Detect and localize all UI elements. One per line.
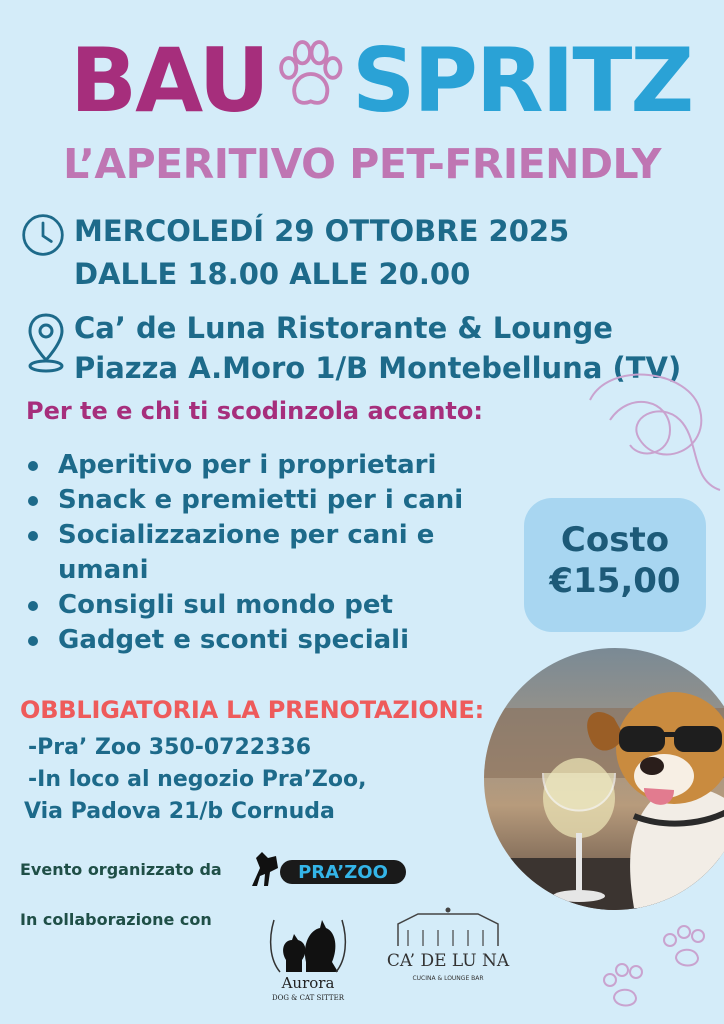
venue-name: Ca’ de Luna Ristorante & Lounge	[74, 311, 613, 345]
tagline: Per te e chi ti scodinzola accanto:	[26, 397, 483, 425]
cost-label: Costo	[560, 520, 670, 560]
booking-address: Via Padova 21/b Cornuda	[24, 799, 335, 824]
booking-store: -In loco al negozio Pra’Zoo,	[28, 767, 367, 792]
list-item: Snack e premietti per i cani	[22, 483, 522, 518]
aurora-logo	[256, 900, 360, 1006]
paw-icon	[272, 36, 348, 112]
list-item: Gadget e sconti speciali	[22, 623, 522, 658]
list-item: Aperitivo per i proprietari	[22, 448, 522, 483]
event-time: DALLE 18.00 ALLE 20.00	[74, 257, 471, 291]
collaboration-text: In collaborazione con	[20, 910, 212, 929]
svg-text:Aurora: Aurora	[281, 974, 335, 992]
event-subtitle: L’APERITIVO PET-FRIENDLY	[63, 140, 661, 188]
booking-details	[24, 732, 367, 828]
prazoo-logo	[248, 846, 408, 888]
cost-badge	[524, 498, 706, 632]
prazoo-logo-text: PRA’ZOO	[298, 862, 388, 883]
event-date: MERCOLEDÍ 29 OTTOBRE 2025	[74, 214, 570, 248]
cost-value: €15,00	[549, 561, 681, 601]
svg-text:CA’ DE LU NA: CA’ DE LU NA	[386, 951, 510, 971]
title-spritz: SPRITZ	[352, 29, 693, 132]
clock-icon	[20, 212, 66, 258]
wine-swirl-decoration	[570, 360, 724, 520]
location-pin-icon	[26, 312, 66, 374]
feature-list	[22, 448, 522, 658]
booking-title: OBBLIGATORIA LA PRENOTAZIONE:	[20, 696, 485, 724]
list-item: Consigli sul mondo pet	[22, 588, 522, 623]
paw-prints-decoration	[590, 920, 724, 1024]
svg-text:CUCINA & LOUNGE BAR: CUCINA & LOUNGE BAR	[412, 975, 484, 982]
event-title	[0, 28, 724, 133]
title-bau: BAU	[70, 29, 268, 132]
svg-text:DOG & CAT SITTER: DOG & CAT SITTER	[272, 994, 344, 1002]
organizer-text: Evento organizzato da	[20, 860, 222, 879]
list-item: Socializzazione per cani e umani	[22, 518, 522, 588]
ca-de-luna-logo	[378, 906, 518, 988]
dog-photo	[484, 648, 724, 910]
venue-address: Piazza A.Moro 1/B Montebelluna (TV)	[74, 351, 682, 385]
event-datetime	[74, 210, 569, 296]
booking-phone: -Pra’ Zoo 350-0722336	[28, 735, 312, 760]
